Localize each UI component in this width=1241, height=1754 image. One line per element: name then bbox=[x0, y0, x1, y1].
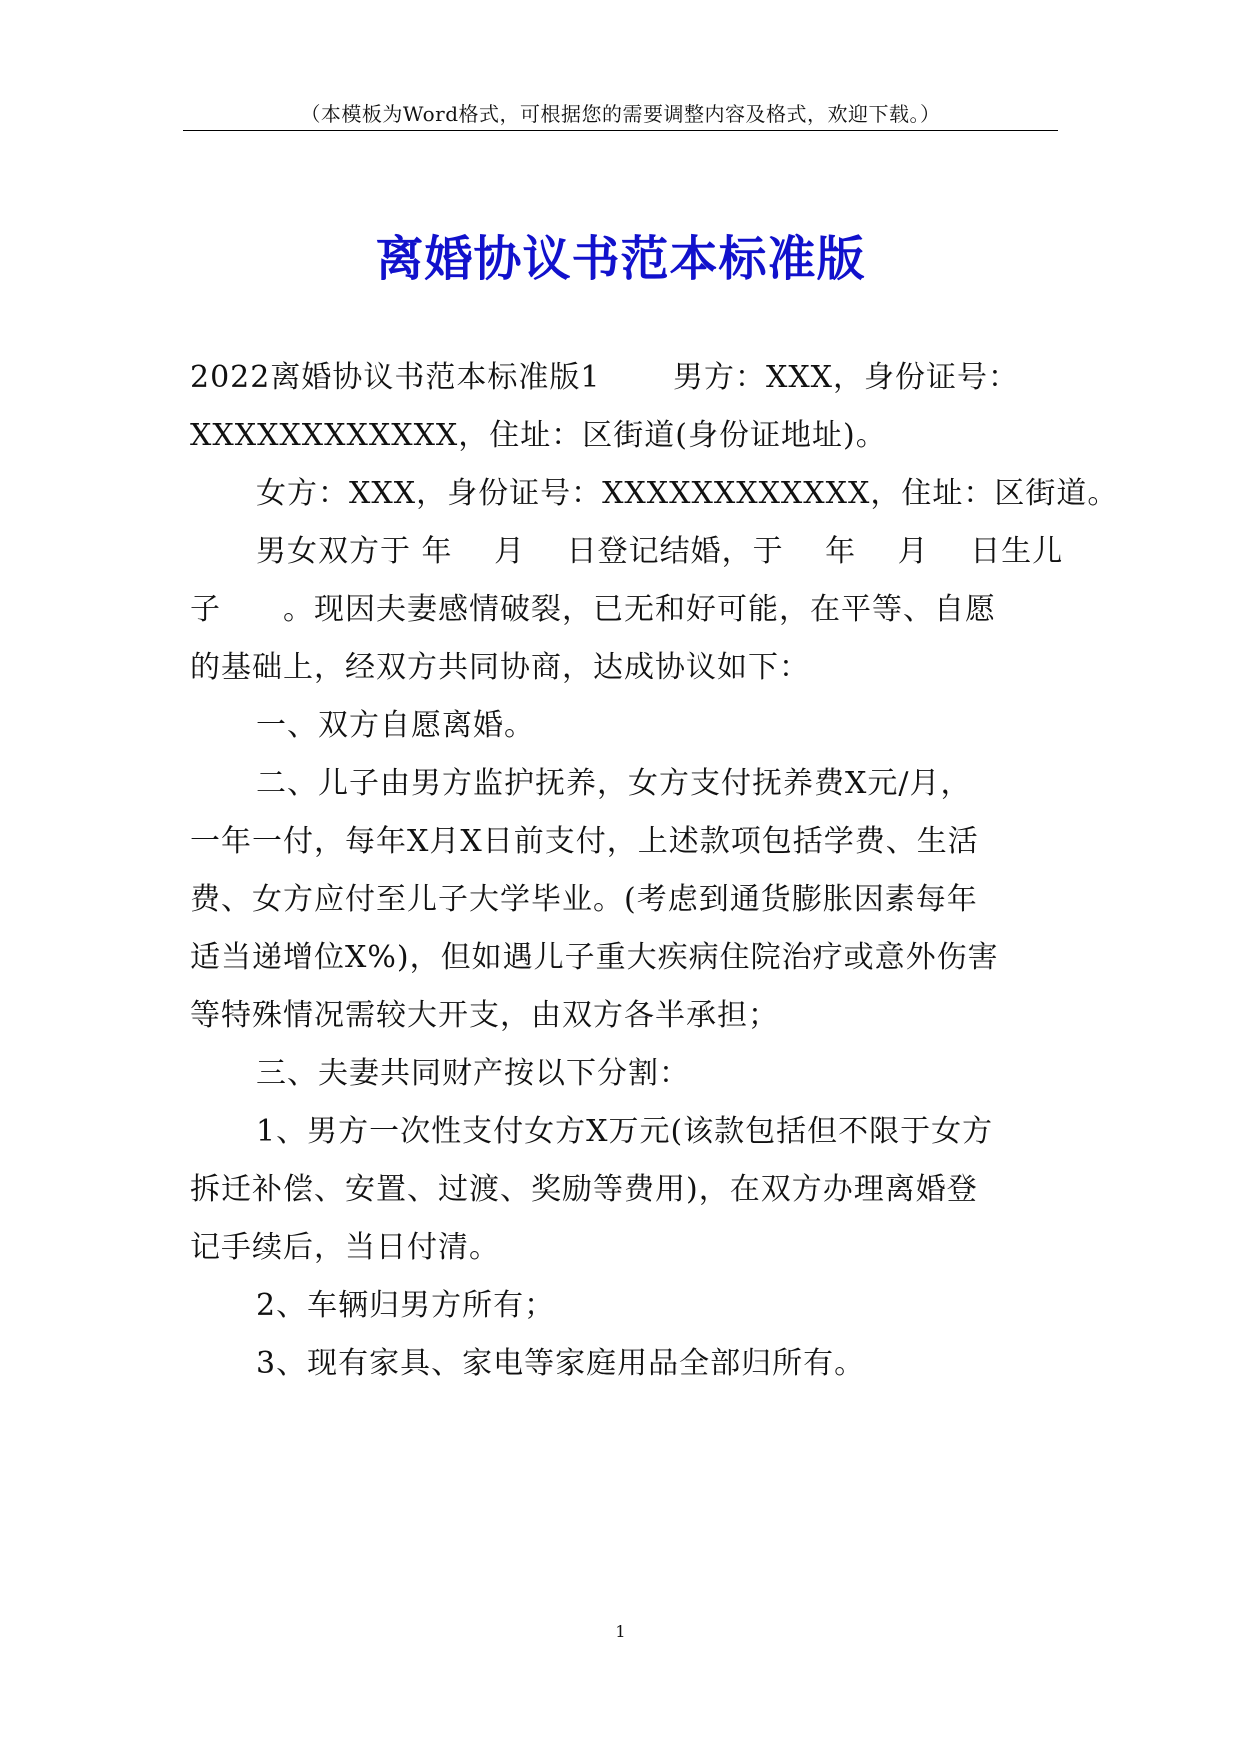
document-title: 离婚协议书范本标准版 bbox=[375, 231, 866, 287]
header-rule bbox=[183, 130, 1058, 131]
header-note: （本模板为Word格式，可根据您的需要调整内容及格式，欢迎下载。） bbox=[300, 102, 941, 126]
body-line: 2022离婚协议书范本标准版1 男方：XXX，身份证号： bbox=[190, 360, 1020, 395]
body-line: 的基础上，经双方共同协商，达成协议如下： bbox=[190, 650, 810, 685]
body-line: 3、现有家具、家电等家庭用品全部归所有。 bbox=[256, 1346, 866, 1381]
body-line: XXXXXXXXXXXX，住址：区街道(身份证地址)。 bbox=[190, 418, 887, 453]
body-line: 1、男方一次性支付女方X万元(该款包括但不限于女方 bbox=[256, 1114, 994, 1149]
body-line: 记手续后，当日付清。 bbox=[190, 1230, 500, 1265]
body-line: 三、夫妻共同财产按以下分割： bbox=[256, 1056, 690, 1091]
body-line: 一年一付，每年X月X日前支付，上述款项包括学费、生活 bbox=[190, 824, 979, 859]
body-line: 拆迁补偿、安置、过渡、奖励等费用)，在双方办理离婚登 bbox=[190, 1172, 978, 1207]
body-line: 费、女方应付至儿子大学毕业。(考虑到通货膨胀因素每年 bbox=[190, 882, 978, 917]
body-line: 子 。现因夫妻感情破裂，已无和好可能，在平等、自愿 bbox=[190, 592, 996, 627]
page-number: 1 bbox=[615, 1622, 626, 1641]
body-line: 适当递增位X%)，但如遇儿子重大疾病住院治疗或意外伤害 bbox=[190, 940, 999, 975]
body-line: 二、儿子由男方监护抚养，女方支付抚养费X元/月， bbox=[256, 766, 972, 801]
body-line: 等特殊情况需较大开支，由双方各半承担； bbox=[190, 998, 779, 1033]
body-line: 2、车辆归男方所有； bbox=[256, 1288, 556, 1323]
body-line: 女方：XXX，身份证号：XXXXXXXXXXXX，住址：区街道。 bbox=[256, 476, 1119, 511]
body-line: 男女双方于 年 月 日登记结婚，于 年 月 日生儿 bbox=[256, 534, 1064, 569]
body-line: 一、双方自愿离婚。 bbox=[256, 708, 535, 743]
